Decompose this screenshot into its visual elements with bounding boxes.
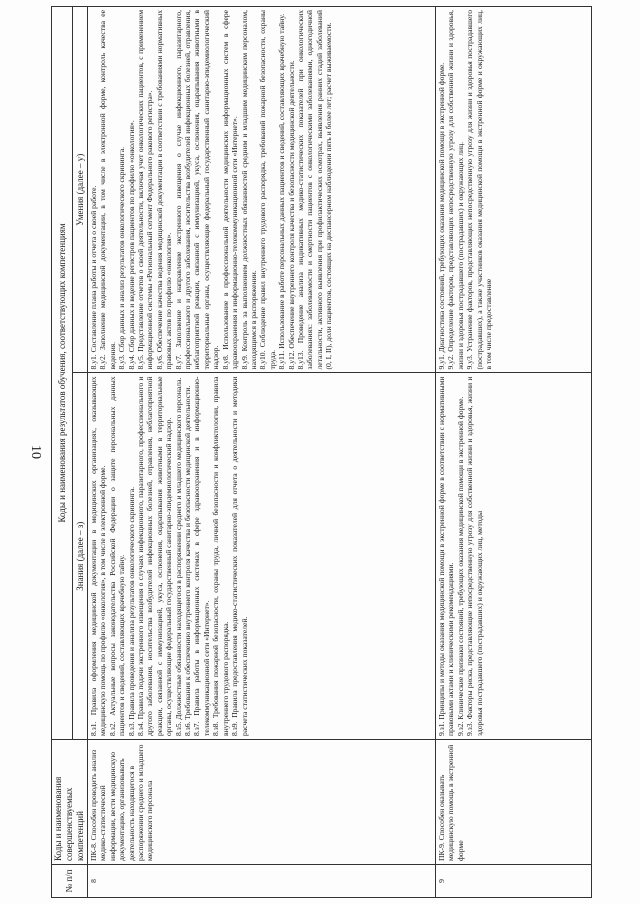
knowledge-item: 8.з6. Требования к обеспечению внутреннего контроля качества и безопасности медицинской деятельности. bbox=[183, 385, 193, 736]
header-num: № п/п bbox=[52, 865, 88, 898]
skill-item: 8.у3. Сбор данных и анализ результатов онкологического скрининга. bbox=[117, 146, 127, 370]
knowledge-item: 9.з2. Клинические признаки состояний, требующих оказания медицинской помощи в экстренной форме. bbox=[455, 396, 465, 736]
knowledge-item: 8.з8. Требования пожарной безопасности, охраны труда, личной безопасности и конфликтологии, правила внутреннего трудового распорядка. bbox=[211, 376, 230, 736]
header-knowledge: Знания (далее – з) bbox=[73, 373, 88, 740]
skill-item: 8.у7. Заполнение и направление экстренного извещения о случае инфекционного, паразитарного, профессионального и другого заболевания, носительства возбудителей инфекционных болезней, отравления, неблагоприятной реакции, связанной с иммунизацией, укуса, ослюнения, оцарапывания животными в территориальные органы, осуществляющие федеральный государственный санитарно-эпидемиологический надзор. bbox=[173, 10, 221, 370]
row-competence: ПК-9. Способен оказывать медицинскую помощь в экстренной форме bbox=[436, 740, 592, 865]
page-number: 10 bbox=[28, 445, 43, 459]
row-knowledge bbox=[88, 373, 436, 740]
row-skills bbox=[436, 7, 592, 374]
skill-item: 8.у2. Заполнение медицинской документации, в том числе в электронной форме, контроль качества ее ведения. bbox=[98, 10, 117, 370]
rotated-table-sheet bbox=[51, 6, 589, 898]
skill-item: 8.у8. Использование в профессиональной деятельности медицинских информационных систем в сфере здравоохранения и информационно-телекоммуникационной сети «Интернет». bbox=[220, 10, 240, 370]
table-header-row bbox=[52, 7, 73, 898]
header-results-group: Коды и наименования результатов обучения, соответствующих компетенциям bbox=[52, 7, 73, 740]
knowledge-item: 8.з2. Актуальные вопросы законодательства Российской Федерации о защите персональных данных пациентов и сведений, составляющих врачебную тайну. bbox=[107, 376, 127, 736]
row-skills bbox=[88, 7, 436, 374]
knowledge-item: 8.з1. Правила оформления медицинской документации в медицинских организациях, оказывающих медицинскую помощь по профилю «онкология», в том числе в электронной форме. bbox=[89, 376, 108, 736]
skill-item: 8.у4. Сбор данных и ведение регистров пациентов по профилю «онкология». bbox=[126, 120, 136, 370]
skill-item: 8.у13. Проведение анализа индикативных медико-статистических показателей при онкологических заболеваниях: заболеваемости и смертности пациентов с онкологическими заболеваниями, одногодичной летальности, активного выявления при профилактических осмотрах, выявления ранних стадий заболеваний (0, I, II), доли пациентов, состоящих на диспансерном наблюдении пять и более лет; расчет выживаемости. bbox=[295, 10, 334, 370]
skill-item: 8.у6. Обеспечение качества ведения медицинской документации в соответствии с требованиями нормативных правовых актов по профилю «онкология». bbox=[154, 10, 174, 370]
skill-item: 9.у2. Определение факторов, представляющих непосредственную угрозу для собственной жизни и здоровья, жизни и здоровья пострадавшего (пострадавших) и окружающих лиц. bbox=[446, 10, 465, 370]
knowledge-item: 8.з4. Правила подачи экстренного извещения о случаях инфекционного, паразитарного, профессионального и другого заболевания, носительства возбудителей инфекционных болезней, отравления, неблагоприятной реакции, связанной с иммунизацией, укуса, ослюнения, оцарапывания животными в территориальные органы, осуществляющие федеральный государственный санитарно-эпидемиологический надзор. bbox=[136, 376, 174, 736]
knowledge-item: 8.з9. Правила предоставления медико-статистических показателей для отчета о деятельности и методики расчета статистических показателей. bbox=[230, 376, 249, 736]
row-knowledge bbox=[436, 373, 592, 740]
skill-item: 9.у3. Устранение факторов, представляющих непосредственную угрозу для жизни и здоровья пострадавшего (пострадавших), а также участников оказания медицинской помощи в экстренной форме и окружающих лиц, в том числе предоставление bbox=[465, 10, 494, 370]
skill-item: 8.у1. Составление плана работы и отчета о своей работе. bbox=[89, 185, 98, 370]
knowledge-item: 8.з3. Правила проведения и анализа результатов онкологического скрининга. bbox=[126, 486, 136, 736]
competencies-table bbox=[51, 6, 592, 898]
row-competence: ПК-8. Способен проводить анализ медико-статистической информации, вести медицинскую документацию, организовывать деятельность находящегося в распоряжении среднего и младшего медицинского персонала bbox=[88, 740, 436, 865]
skill-item: 8.у12. Обеспечение внутреннего контроля качества и безопасности медицинской деятельности. bbox=[286, 60, 296, 370]
knowledge-item: 9.з3. Факторы риска, представляющие непосредственную угрозу для собственной жизни и здоровья, жизни и здоровья пострадавшего (пострадавших) и окружающих лиц, методы bbox=[465, 376, 484, 736]
skill-item: 8.у9. Контроль за выполнением должностных обязанностей средним и младшим медицинским персоналом, находящимся в распоряжении. bbox=[239, 10, 258, 370]
knowledge-item: 8.з5. Должностные обязанности находящегося в распоряжении среднего и младшего медицинского персонала. bbox=[173, 377, 183, 736]
table-row bbox=[436, 7, 592, 898]
table-row bbox=[88, 7, 436, 898]
row-number: 8 bbox=[88, 865, 436, 898]
knowledge-item: 8.з7. Правила работы в информационных системах в сфере здравоохранения и в информационно-телекоммуникационной сети «Интернет». bbox=[192, 376, 211, 736]
skill-item: 8.у5. Представление отчетов о своей деятельности, включая учет онкологических пациентов, с применением информационной системы «Региональный сегмент Федерального ракового регистра». bbox=[136, 10, 155, 370]
knowledge-item: 9.з1. Принципы и методы оказания медицинской помощи в экстренной форме в соответствии с нормативными правовыми актами и клиническими рекомендациями. bbox=[437, 376, 456, 736]
skill-item: 8.у11. Использование в работе персональных данных пациентов и сведений, составляющих врачебную тайну. bbox=[277, 13, 287, 370]
row-number: 9 bbox=[436, 865, 592, 898]
skill-item: 9.у1. Диагностика состояний, требующих оказания медицинской помощи в экстренной форме. bbox=[437, 62, 446, 370]
header-skills: Умения (далее – у) bbox=[73, 7, 88, 374]
skill-item: 8.у10. Соблюдение правил внутреннего трудового распорядка, требований пожарной безопасности, охраны труда. bbox=[258, 10, 277, 370]
header-competence: Коды и наименования совершенствуемых компетенций bbox=[52, 740, 88, 865]
